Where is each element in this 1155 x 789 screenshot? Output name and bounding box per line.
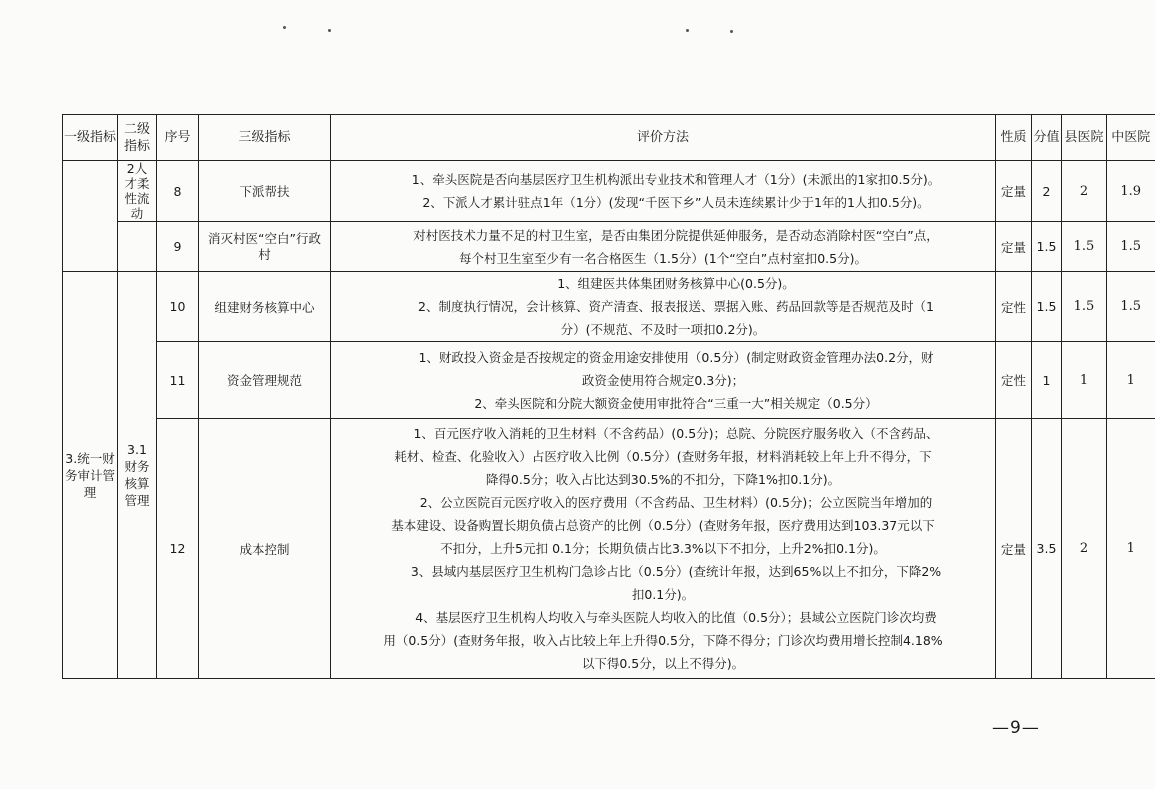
header-county: 县医院 <box>1062 115 1107 161</box>
score-cell: 1 <box>1032 342 1062 419</box>
header-score: 分值 <box>1032 115 1062 161</box>
lvl2-cell: 2人才柔性流动 <box>118 161 157 222</box>
table-row <box>63 161 1155 222</box>
score-cell: 1.5 <box>1032 272 1062 342</box>
score-cell: 1.5 <box>1032 222 1062 272</box>
table-row <box>63 272 1155 342</box>
method-line: 4、基层医疗卫生机构人均收入与牵头医院人均收入的比值（0.5分）；县域公立医院门诊次均费 <box>415 610 937 625</box>
method-line: 不扣分，上升5元扣 0.1分；长期负债占比3.3%以下不扣分，上升2%扣0.1分)。 <box>440 541 886 556</box>
lvl3-cell: 资金管理规范 <box>199 342 331 419</box>
nature-cell: 定性 <box>996 342 1032 419</box>
county-cell: 2 <box>1062 161 1107 222</box>
nature-cell: 定量 <box>996 222 1032 272</box>
method-cell <box>331 342 996 419</box>
header-nature: 性质 <box>996 115 1032 161</box>
method-line: 对村医技术力量不足的村卫生室，是否由集团分院提供延伸服务，是否动态消除村医“空白”点， <box>413 227 939 243</box>
lvl2-cell-empty <box>118 222 157 272</box>
seq-cell: 12 <box>157 419 199 679</box>
header-seq: 序号 <box>157 115 199 161</box>
county-cell: 1.5 <box>1062 222 1107 272</box>
method-line: 1、牵头医院是否向基层医疗卫生机构派出专业技术和管理人才（1分）(未派出的1家扣0.5分)。 <box>411 172 941 187</box>
tcm-cell: 1 <box>1107 342 1155 419</box>
county-cell: 2 <box>1062 419 1107 679</box>
method-line: 分）(不规范、不及时一项扣0.2分)。 <box>560 322 766 337</box>
method-cell <box>331 222 996 272</box>
method-line: 政资金使用符合规定0.3分)； <box>581 372 745 388</box>
seq-cell: 8 <box>157 161 199 222</box>
nature-cell: 定量 <box>996 419 1032 679</box>
header-method: 评价方法 <box>331 115 996 161</box>
method-line: 以下得0.5分，以上不得分)。 <box>581 656 745 671</box>
method-line: 2、下派人才累计驻点1年（1分）(发现“千医下乡”人员未连续累计少于1年的1人扣0.5分)。 <box>422 195 930 210</box>
lvl3-cell: 成本控制 <box>199 419 331 679</box>
method-line: 降得0.5分；收入占比达到30.5%的不扣分，下降1%扣0.1分)。 <box>485 472 841 487</box>
method-cell <box>331 272 996 342</box>
tcm-cell: 1.5 <box>1107 272 1155 342</box>
method-line: 3、县域内基层医疗卫生机构门急诊占比（0.5分）(查统计年报，达到65%以上不扣分，下降2% <box>410 564 942 579</box>
method-line: 每个村卫生室至少有一名合格医生（1.5分）(1个“空白”点村室扣0.5分)。 <box>459 250 867 266</box>
header-tcm: 中医院 <box>1107 115 1155 161</box>
method-line: 用（0.5分）(查财务年报，收入占比较上年上升得0.5分，下降不得分；门诊次均费用增长控制4.18% <box>383 633 943 648</box>
method-line: 1、财政投入资金是否按规定的资金用途安排使用（0.5分）(制定财政资金管理办法0.2分，财 <box>418 349 934 365</box>
seq-cell: 11 <box>157 342 199 419</box>
nature-cell: 定性 <box>996 272 1032 342</box>
lvl1-cell-empty <box>63 161 118 272</box>
header-lvl3: 三级指标 <box>199 115 331 161</box>
header-lvl1: 一级指标 <box>63 115 118 161</box>
lvl1-cell: 3.统一财务审计管理 <box>63 272 118 679</box>
seq-cell: 9 <box>157 222 199 272</box>
lvl3-cell: 组建财务核算中心 <box>199 272 331 342</box>
header-lvl2: 二级指标 <box>118 115 157 161</box>
lvl3-cell: 下派帮扶 <box>199 161 331 222</box>
lvl2-cell: 3.1财务核算管理 <box>118 272 157 679</box>
page-number: —9— <box>992 718 1040 738</box>
table-row <box>63 419 1155 679</box>
method-line: 基本建设、设备购置长期负债占总资产的比例（0.5分）(查财务年报，医疗费用达到103.37元以下 <box>391 518 935 533</box>
tcm-cell: 1 <box>1107 419 1155 679</box>
tcm-cell: 1.9 <box>1107 161 1155 222</box>
nature-cell: 定量 <box>996 161 1032 222</box>
county-cell: 1.5 <box>1062 272 1107 342</box>
score-cell: 2 <box>1032 161 1062 222</box>
evaluation-table <box>62 114 1155 679</box>
method-line: 扣0.1分)。 <box>631 587 695 602</box>
method-line: 2、牵头医院和分院大额资金使用审批符合“三重一大”相关规定（0.5分） <box>474 395 878 411</box>
header-row <box>63 115 1155 161</box>
scan-speck <box>686 29 689 32</box>
method-cell <box>331 419 996 679</box>
seq-cell: 10 <box>157 272 199 342</box>
scan-speck <box>283 26 286 29</box>
county-cell: 1 <box>1062 342 1107 419</box>
lvl3-cell: 消灭村医“空白”行政村 <box>199 222 331 272</box>
method-line: 1、百元医疗收入消耗的卫生材料（不含药品）(0.5分)；总院、分院医疗服务收入（不含药品、 <box>413 426 939 441</box>
table-row <box>63 222 1155 272</box>
score-cell: 3.5 <box>1032 419 1062 679</box>
method-line: 耗材、检查、化验收入）占医疗收入比例（0.5分）(查财务年报，材料消耗较上年上升不得分，下 <box>394 449 932 464</box>
method-line: 2、公立医院百元医疗收入的医疗费用（不含药品、卫生材料）(0.5分)；公立医院当年增加的 <box>419 495 933 510</box>
scan-speck <box>730 30 733 33</box>
method-line: 1、组建医共体集团财务核算中心(0.5分)。 <box>557 276 795 291</box>
scan-speck <box>328 29 331 32</box>
method-cell <box>331 161 996 222</box>
table-row <box>63 342 1155 419</box>
tcm-cell: 1.5 <box>1107 222 1155 272</box>
method-line: 2、制度执行情况，会计核算、资产清查、报表报送、票据入账、药品回款等是否规范及时（1 <box>418 299 934 314</box>
